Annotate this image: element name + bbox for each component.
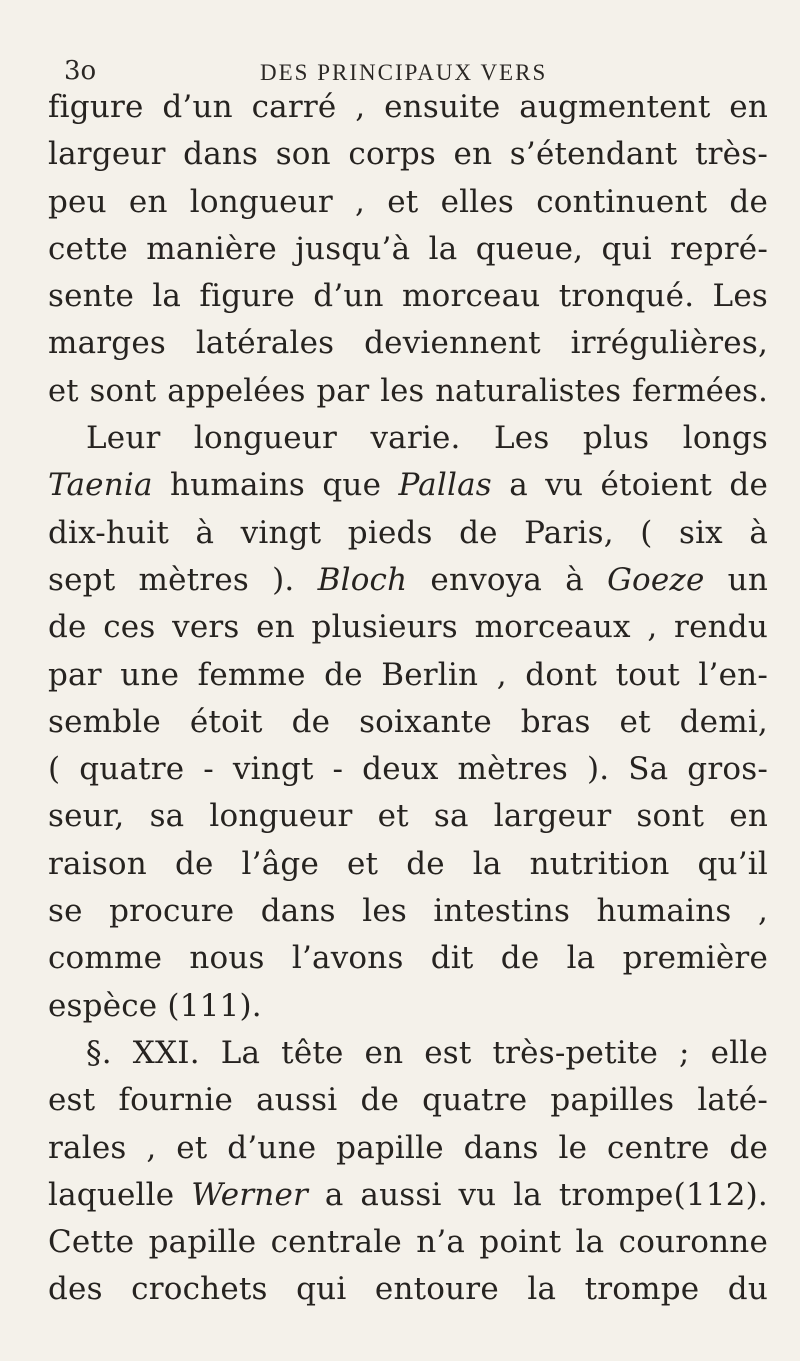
text-line: Cette papille centrale n’a point la couronne <box>48 1224 768 1261</box>
text-run: a aussi vu la trompe(112). <box>308 1176 768 1213</box>
text-line <box>48 1172 768 1219</box>
italic-name: Goeze <box>607 561 705 598</box>
italic-name: Werner <box>191 1176 309 1213</box>
text-line <box>48 557 768 604</box>
text-line: se procure dans les intestins humains , <box>48 893 768 930</box>
text-line: comme nous l’avons dit de la première <box>48 940 768 977</box>
text-line: par une femme de Berlin , dont tout l’en- <box>48 656 768 693</box>
text-run: humains que <box>152 467 399 504</box>
text-line: rales , et d’une papille dans le centre de <box>48 1129 768 1166</box>
text-line <box>48 462 768 509</box>
text-line: §. XXI. La tête en est très-petite ; elle <box>86 1034 768 1071</box>
running-head: DES PRINCIPAUX VERS <box>260 60 548 85</box>
text-run: envoya à <box>407 561 608 598</box>
text-line: marges latérales deviennent irrégulières, <box>48 325 768 362</box>
text-line: des crochets qui entoure la trompe du <box>48 1271 768 1308</box>
page-number: 3o <box>64 56 97 86</box>
body-text <box>48 84 768 1314</box>
text-line: semble étoit de soixante bras et demi, <box>48 703 768 740</box>
text-run: sept mètres ). <box>48 561 318 598</box>
italic-name: Pallas <box>398 467 492 504</box>
text-line: figure d’un carré , ensuite augmentent en <box>48 89 768 125</box>
text-line: largeur dans son corps en s’étendant très- <box>48 136 768 173</box>
text-run: laquelle <box>48 1176 192 1213</box>
text-line: peu en longueur , et elles continuent de <box>48 183 768 220</box>
text-line: cette manière jusqu’à la queue, qui repré- <box>48 230 768 267</box>
text-line: ( quatre - vingt - deux mètres ). Sa gros- <box>48 751 768 788</box>
italic-term: Taenia <box>48 467 153 504</box>
text-line: seur, sa longueur et sa largeur sont en <box>48 798 768 835</box>
italic-name: Bloch <box>317 561 408 598</box>
text-run: a vu étoient de <box>491 467 768 504</box>
text-line: de ces vers en plusieurs morceaux , rendu <box>48 609 768 646</box>
text-run: un <box>704 561 768 598</box>
text-line: Leur longueur varie. Les plus longs <box>86 420 768 457</box>
text-line: et sont appelées par les naturalistes fermées. <box>48 373 768 409</box>
text-line: sente la figure d’un morceau tronqué. Les <box>48 278 768 315</box>
text-line: raison de l’âge et de la nutrition qu’il <box>48 845 768 882</box>
text-line: espèce (111). <box>48 987 262 1024</box>
text-line: est fournie aussi de quatre papilles laté- <box>48 1082 768 1119</box>
text-line: dix-huit à vingt pieds de Paris, ( six à <box>48 514 768 551</box>
